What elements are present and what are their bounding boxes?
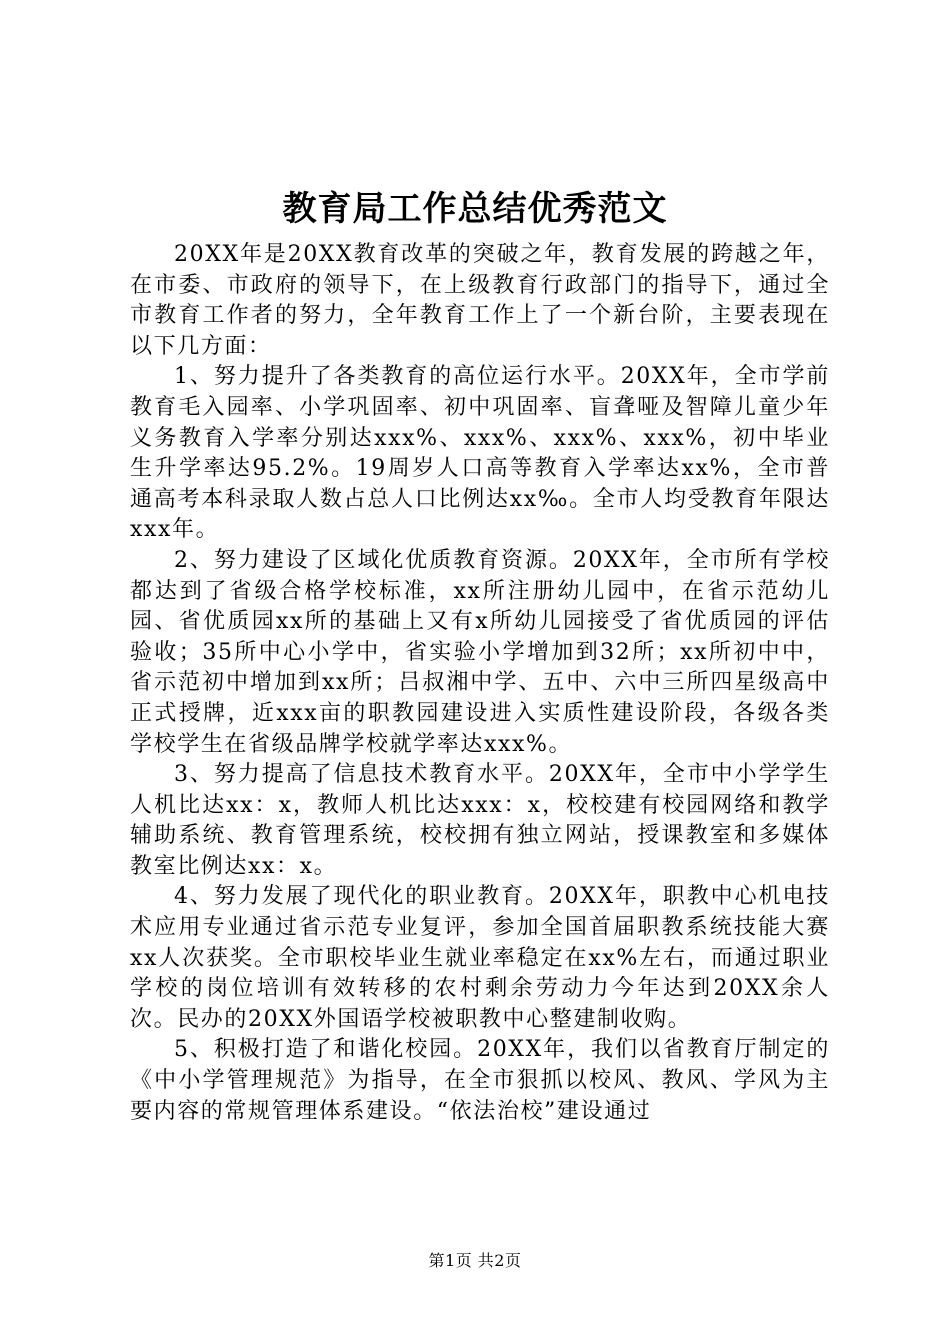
document-title: 教育局工作总结优秀范文 xyxy=(282,189,668,229)
paragraph-intro: 20XX年是20XX教育改革的突破之年，教育发展的跨越之年，在市委、市政府的领导下，在上级教育行政部门的指导下，通过全市教育工作者的努力，全年教育工作上了一个新台阶，主要表现在以下几方面： xyxy=(130,242,830,359)
document-body xyxy=(130,240,830,1127)
paragraph-item-2: 2、努力建设了区域化优质教育资源。20XX年，全市所有学校都达到了省级合格学校标准，xx所注册幼儿园中，在省示范幼儿园、省优质园xx所的基础上又有x所幼儿园接受了省优质园的评估验收；35所中心小学中，省实验小学增加到32所；xx所初中中，省示范初中增加到xx所；吕叔湘中学、五中、六中三所四星级高中正式授牌，近xxx亩的职教园建设进入实质性建设阶段，各级各类学校学生在省级品牌学校就学率达xxx%。 xyxy=(130,547,830,757)
paragraph-item-1: 1、努力提升了各类教育的高位运行水平。20XX年，全市学前教育毛入园率、小学巩固率、初中巩固率、盲聋哑及智障儿童少年义务教育入学率分别达xxx%、xxx%、xxx%、xxx%，初中毕业生升学率达95.2%。19周岁人口高等教育入学率达xx%，全市普通高考本科录取人数占总人口比例达xx‰。全市人均受教育年限达xxx年。 xyxy=(130,364,830,543)
page-footer: 第1页 共2页 xyxy=(428,1251,522,1270)
paragraph-item-3: 3、努力提高了信息技术教育水平。20XX年，全市中小学学生人机比达xx：x，教师人机比达xxx：x，校校建有校园网络和教学辅助系统、教育管理系统，校校拥有独立网站，授课教室和多媒体教室比例达xx：x。 xyxy=(130,762,830,879)
paragraph-item-4: 4、努力发展了现代化的职业教育。20XX年，职教中心机电技术应用专业通过省示范专业复评，参加全国首届职教系统技能大赛xx人次获奖。全市职校毕业生就业率稳定在xx%左右，而通过职业学校的岗位培训有效转移的农村剩余劳动力今年达到20XX余人次。民办的20XX外国语学校被职教中心整建制收购。 xyxy=(130,884,830,1032)
paragraph-item-5: 5、积极打造了和谐化校园。20XX年，我们以省教育厅制定的《中小学管理规范》为指导，在全市狠抓以校风、教风、学风为主要内容的常规管理体系建设。“依法治校”建设通过 xyxy=(130,1037,830,1124)
